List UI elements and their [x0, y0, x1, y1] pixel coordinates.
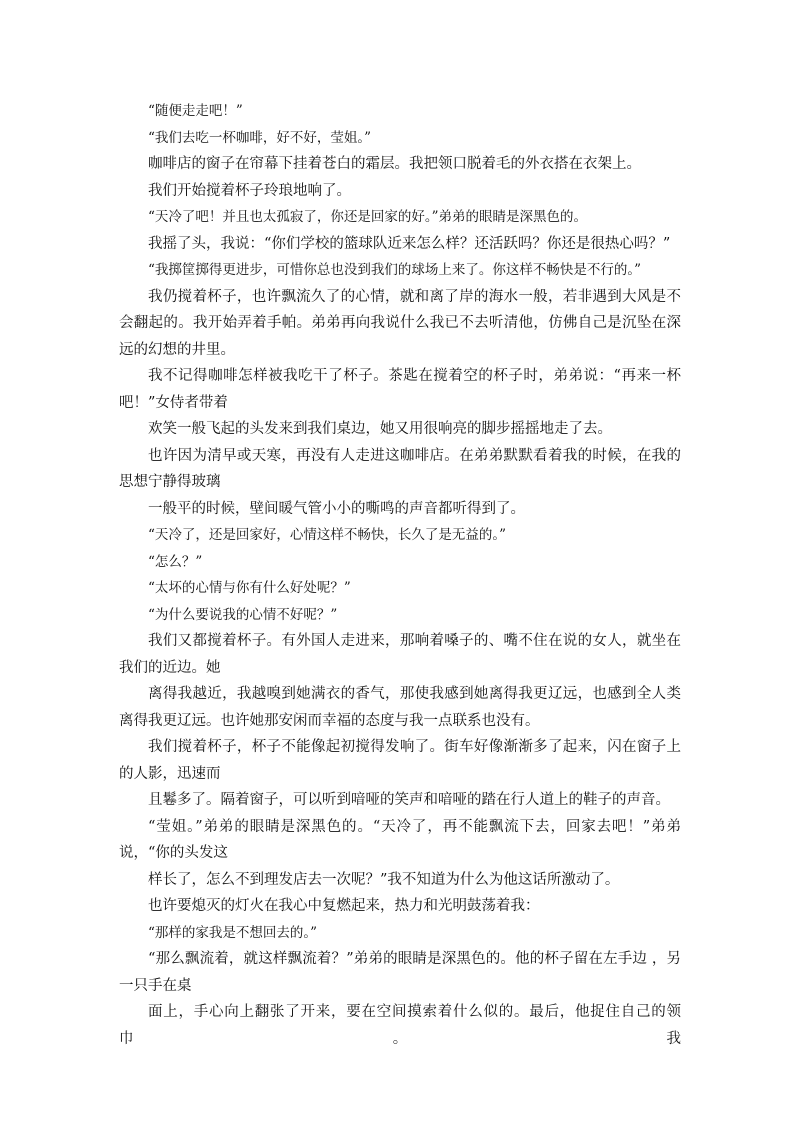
paragraph: 我仍搅着杯子，也许飘流久了的心情，就和离了岸的海水一般，若非遇到大风是不会翻起的。我开始弄着手帕。弟弟再向我说什么我已不去听清他，仿佛自己是沉坠在深远的幻想的井里。 [119, 288, 681, 358]
paragraph: 我们又都搅着杯子。有外国人走进来，那响着嗓子的、嘴不住在说的女人，就坐在我们的近边。她 [119, 633, 681, 676]
paragraph: 一般平的时候，壁间暖气管小小的嘶鸣的声音都听得到了。 [148, 500, 525, 517]
paragraph: 面上，手心向上翻张了开来，要在空间摸索着什么似的。最后，他捉住自己的领巾。我 [119, 1004, 681, 1047]
paragraph: 我摇了头，我说：“你们学校的篮球队近来怎么样？还活跃吗？你还是很热心吗？” [148, 235, 671, 252]
paragraph: “随便走走吧！” [148, 103, 243, 119]
document-page [119, 98, 681, 1052]
paragraph: 且鬈多了。隔着窗子，可以听到喑哑的笑声和喑哑的踏在行人道上的鞋子的声音。 [148, 792, 670, 808]
paragraph: “莹姐。”弟弟的眼睛是深黑色的。“天冷了，再不能飘流下去，回家去吧！”弟弟说，“你的头发这 [119, 818, 681, 861]
paragraph: “我们去吃一杯咖啡，好不好，莹姐。” [148, 129, 372, 146]
paragraph: “怎么？” [148, 553, 203, 570]
paragraph: “那么飘流着，就这样飘流着？”弟弟的眼睛是深黑色的。他的杯子留在左手边 ，另一只手在桌 [119, 951, 681, 994]
paragraph: 咖啡店的窗子在帘幕下挂着苍白的霜层。我把领口脱着毛的外衣搭在衣架上。 [148, 156, 641, 172]
paragraph: 我不记得咖啡怎样被我吃干了杯子。茶匙在搅着空的杯子时，弟弟说：“再来一杯吧！”女侍者带着 [119, 368, 681, 411]
paragraph: 欢笑一般飞起的头发来到我们桌边，她又用很响亮的脚步摇摇地走了去。 [148, 421, 612, 437]
paragraph: 也许要熄灭的灯火在我心中复燃起来，热力和光明鼓荡着我： [148, 898, 540, 914]
paragraph: 离得我越近，我越嗅到她满衣的香气，那使我感到她离得我更辽远，也感到全人类离得我更辽远。也许她那安闲而幸福的态度与我一点联系也没有。 [119, 686, 681, 729]
paragraph: “太坏的心情与你有什么好处呢？” [148, 580, 351, 596]
paragraph: “天冷了吧！并且也太孤寂了，你还是回家的好。”弟弟的眼睛是深黑色的。 [148, 209, 588, 225]
paragraph: 样长了，怎么不到理发店去一次呢？”我不知道为什么为他这话所激动了。 [148, 871, 620, 888]
paragraph: 我们开始搅着杯子玲琅地响了。 [148, 182, 351, 199]
paragraph: “我掷筐掷得更进步，可惜你总也没到我们的球场上来了。你这样不畅快是不行的。” [148, 262, 642, 278]
paragraph: “那样的家我是不想回去的。” [148, 924, 318, 941]
paragraph: “天冷了，还是回家好，心情这样不畅快，长久了是无益的。” [148, 527, 507, 543]
paragraph: 我们搅着杯子，杯子不能像起初搅得发响了。街车好像渐渐多了起来，闪在窗子上的人影，迅速而 [119, 739, 681, 782]
paragraph: 也许因为清早或天寒，再没有人走进这咖啡店。在弟弟默默看着我的时候，在我的思想宁静得玻璃 [119, 447, 681, 490]
paragraph: “为什么要说我的心情不好呢？” [148, 606, 338, 623]
